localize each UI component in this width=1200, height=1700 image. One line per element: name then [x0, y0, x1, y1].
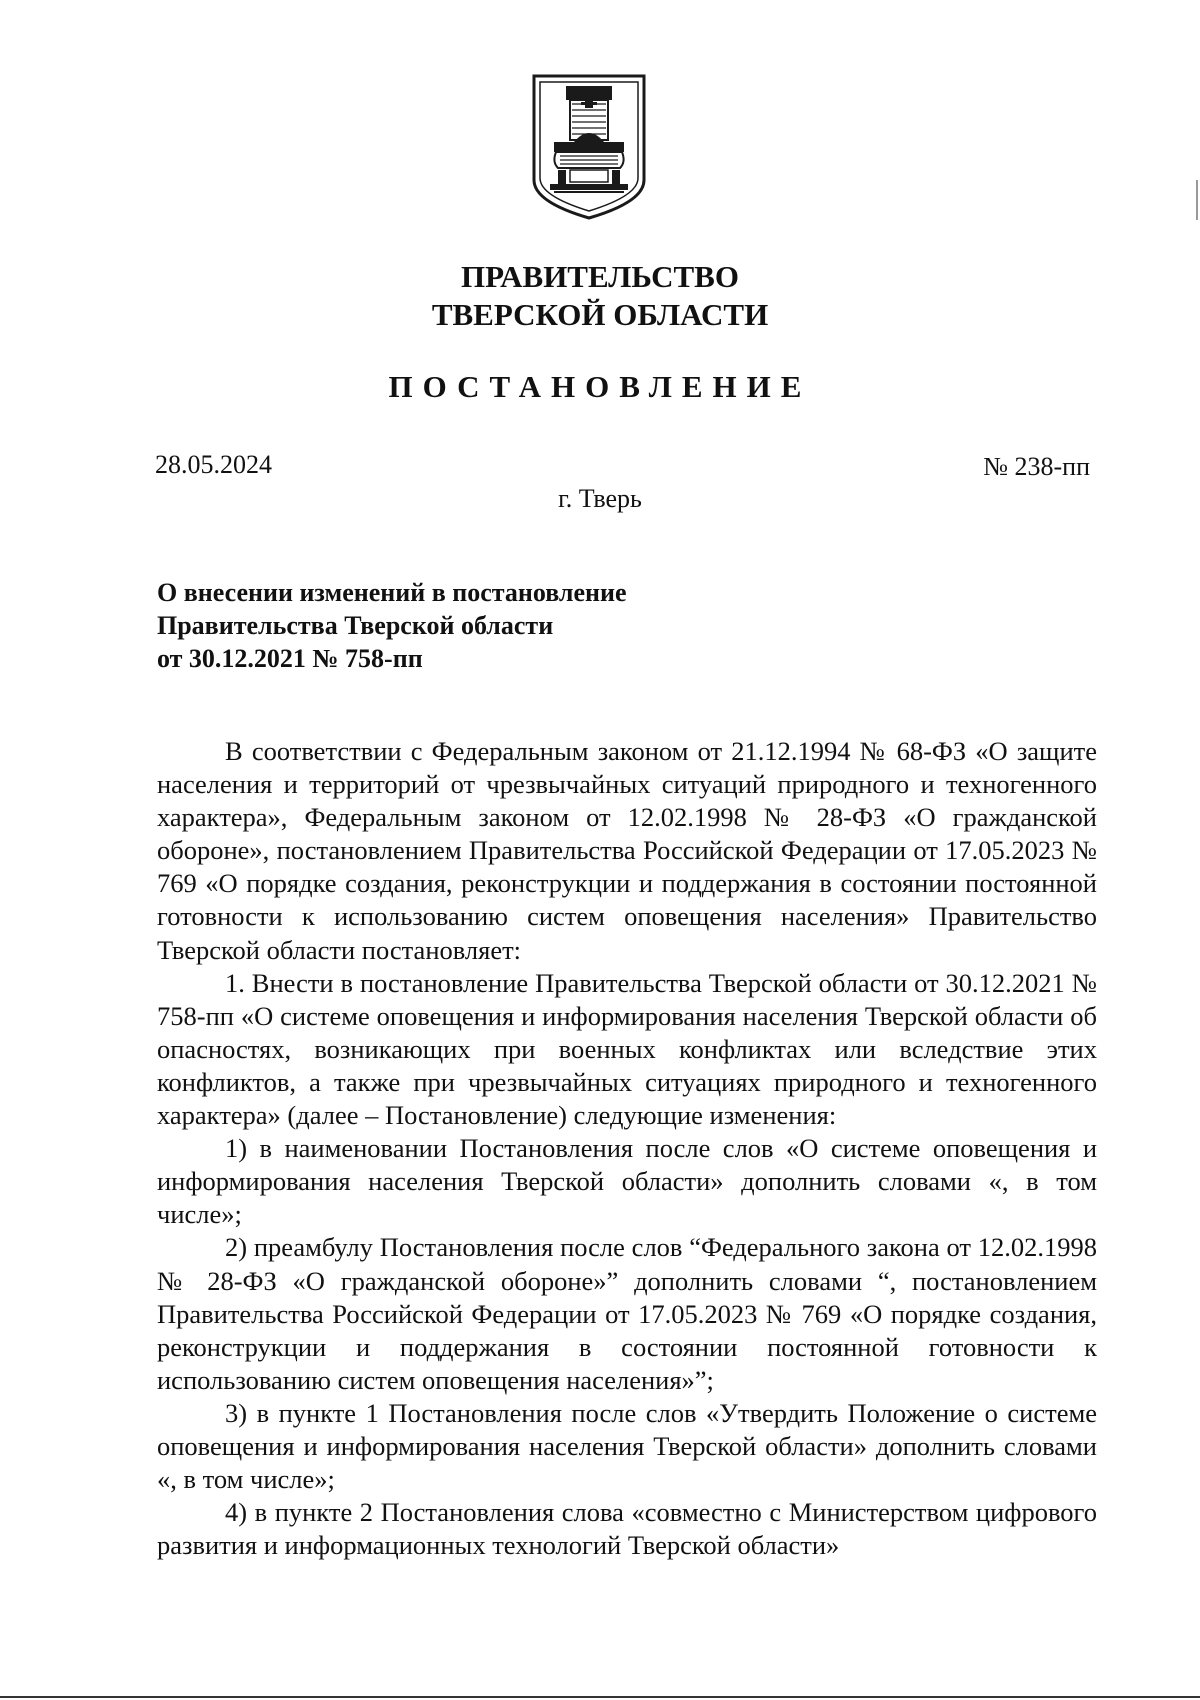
subitem-3-paragraph: 3) в пункте 1 Постановления после слов «Утвердить Положение о системе оповещения и информирования населения Тверской области» дополнить словами «, в том числе»;	[157, 1397, 1097, 1495]
decree-type-heading: ПОСТАНОВЛЕНИЕ	[388, 369, 812, 404]
subitem-4-paragraph: 4) в пункте 2 Постановления слова «совместно с Министерством цифрового развития и информационных технологий Тверской области»	[157, 1497, 1097, 1561]
subitem-2-paragraph: 2) преамбулу Постановления после слов “Федерального закона от 12.02.1998 № 28-ФЗ «О гражданской обороне»” дополнить словами “, постановлением Правительства Российской Федерации от 17.05.2023 № 769 «О порядке создания, реконструкции и поддержания в состоянии постоянной готовности к использованию систем оповещения населения»”;	[157, 1232, 1097, 1395]
scan-edge-line-bottom	[0, 1696, 1200, 1698]
decree-subject	[157, 576, 857, 675]
coat-of-arms-emblem	[528, 72, 650, 220]
preamble-paragraph: В соответствии с Федеральным законом от 21.12.1994 № 68-ФЗ «О защите населения и территорий от чрезвычайных ситуаций природного и техногенного характера», Федеральным законом от 12.02.1998 № 28-ФЗ «О гражданской обороне», постановлением Правительства Российской Федерации от 17.05.2023 № 769 «О порядке создания, реконструкции и поддержания в состоянии постоянной готовности к использованию систем оповещения населения» Правительство Тверской области постановляет:	[157, 736, 1097, 965]
subject-line-2: Правительства Тверской области	[157, 611, 554, 640]
decree-city: г. Тверь	[558, 484, 642, 513]
subitem-1-paragraph: 1) в наименовании Постановления после слов «О системе оповещения и информирования населения Тверской области» дополнить словами «, в том числе»;	[157, 1133, 1097, 1230]
scan-edge-mark-right	[1196, 180, 1198, 220]
item-1-paragraph: 1. Внести в постановление Правительства Тверской области от 30.12.2021 № 758-пп «О системе оповещения и информирования населения Тверской области об опасностях, возникающих при военных конфликтах или вследствие этих конфликтов, а также при чрезвычайных ситуациях природного и техногенного характера» (далее – Постановление) следующие изменения:	[157, 967, 1097, 1131]
government-name-line1: ПРАВИТЕЛЬСТВО	[461, 259, 739, 294]
decree-number: № 238-пп	[983, 452, 1090, 481]
decree-date: 28.05.2024	[155, 450, 272, 479]
subject-line-3: от 30.12.2021 № 758-пп	[157, 644, 423, 673]
government-name-line2: ТВЕРСКОЙ ОБЛАСТИ	[431, 297, 769, 332]
subject-line-1: О внесении изменений в постановление	[157, 578, 627, 607]
decree-body	[157, 735, 1097, 1562]
